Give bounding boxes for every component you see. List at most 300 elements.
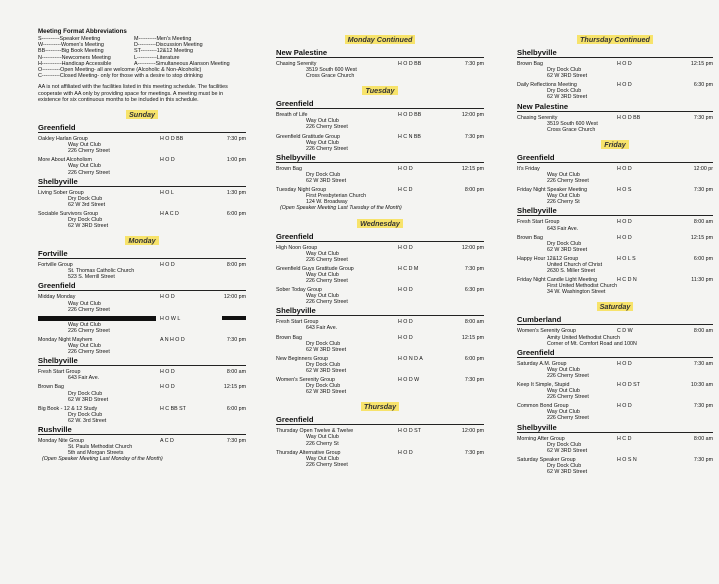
meeting-name: Sociable Survivors Group [38,210,99,217]
column-2 [276,28,484,584]
day-label: Monday [125,236,158,245]
meeting-name: It's Friday [517,165,540,172]
city-header: Greenfield [517,154,713,163]
meeting-entry [38,211,246,229]
meeting-location: 62 W 3RD Street [547,469,588,476]
meeting-format-code: H O L [160,189,174,196]
day-label: Wednesday [357,219,403,228]
abbreviation-item: BB---------Big Book Meeting [38,48,104,55]
meeting-location: 62 W 3rd Street [68,201,106,208]
meeting-name: Women's Serenity Group [517,328,576,335]
meeting-entry [276,287,484,305]
meeting-location: Way Out Club [306,139,339,146]
meeting-entry [276,245,484,263]
meeting-location: Dry Dock Club [306,340,341,347]
meeting-time: 8:00 am [693,435,713,442]
meeting-location: 226 Cherry Street [306,277,348,284]
meeting-name: Saturday Speaker Group [517,456,576,463]
meeting-location: Way Out Club [306,455,339,462]
meeting-format-code: H O D [398,287,413,294]
city-header: Greenfield [276,416,484,425]
city-header: Shelbyville [276,307,484,316]
meeting-location: 226 Cherry Street [306,256,348,263]
meeting-format-code: H O S N [617,456,637,463]
meeting-location: Dry Dock Club [547,240,582,247]
meeting-format-code: A N H O D [160,337,185,343]
meeting-location: Way Out Club [547,388,580,395]
day-header [38,230,246,248]
meeting-location: Dry Dock Club [68,411,103,418]
meeting-location: 226 Cherry Street [547,415,589,422]
meeting-location: 226 Cherry Street [306,461,348,468]
meeting-time: 7:30 pm [464,133,484,140]
abbreviation-item: O----------Open Meeting- all are welcome (Alcoholic & Non-Alcoholic) [38,67,202,74]
city-header: Cumberland [517,316,713,325]
meeting-name: Morning After Group [517,435,565,442]
meeting-location: Way Out Club [68,321,101,328]
meeting-location: Cross Grace Church [306,73,355,80]
meeting-location: 62 W 3RD Street [68,396,109,403]
meeting-name: Monday Nite Group [38,438,84,445]
meeting-location: Dry Dock Club [68,216,103,223]
meeting-location: 62 W 3RD Street [306,178,347,185]
meeting-entry [517,382,713,400]
meeting-time: 7:30 am [693,360,713,367]
abbreviation-item: W----------Women's Meeting [38,42,104,49]
abbreviation-item: L-----------Literature [134,54,180,61]
meeting-format-code: C D W [617,328,633,335]
meeting-name: Friday Night Candle Light Meeting [517,277,598,284]
abbreviation-item: H-----------Handicap Accessible [38,60,112,67]
meeting-time: 12:15 pm [223,384,246,391]
abbreviation-item: D----------Discussion Meeting [134,42,203,49]
meeting-time: 1:30 pm [226,189,246,196]
meeting-location: 643 Fair Ave. [306,325,338,332]
meeting-note: (Open Speaker Meeting Last Monday of the Month) [42,456,163,463]
meeting-time: 8:00 am [693,328,713,335]
meeting-time: 12:00 pm [223,294,246,301]
meeting-location: Way Out Club [306,250,339,257]
meeting-location: 62 W 3RD Street [547,94,588,101]
meeting-format-code: H O D ST [398,428,421,435]
meeting-location: 62 W 3RD Street [547,73,588,80]
meeting-name: Women's Serenity Group [276,377,335,384]
meeting-format-code: H O D [617,360,632,367]
meeting-entry [517,235,713,253]
meeting-entry [517,115,713,133]
meeting-time: 12:15 pm [461,165,484,172]
meeting-format-code: H O L S [617,255,636,262]
meeting-location: 3519 South 600 West [306,67,357,74]
meeting-location: Dry Dock Club [306,361,341,368]
day-header [517,134,713,152]
meeting-time: 6:30 pm [693,82,713,89]
meeting-entry [517,187,713,205]
meeting-time: 1:00 pm [226,157,246,164]
meeting-time [222,316,246,322]
abbreviations-title: Meeting Format Abbreviations [38,28,127,35]
meeting-time: 8:00 am [226,369,246,376]
city-header: Greenfield [38,282,246,291]
meeting-format-code: H O W L [160,315,181,322]
meeting-location: Dry Dock Club [547,441,582,448]
meeting-location: 5th and Morgan Streets [68,450,124,457]
meeting-location: Way Out Club [306,293,339,300]
meeting-location: 62 W 3RD Street [68,223,109,230]
meeting-format-code: H O D [617,61,632,67]
meeting-location: 226 Cherry Street [306,145,348,152]
meeting-location: Dry Dock Club [68,390,103,397]
meeting-format-code: H O D [398,449,413,456]
meeting-format-code: H O D W [398,377,420,384]
meeting-location: Way Out Club [547,171,580,178]
column-1-meetings [38,104,246,462]
meeting-entry [38,157,246,175]
meeting-time: 8:00 pm [464,187,484,194]
meeting-time: 6:00 pm [464,355,484,362]
meeting-name: Happy Hour 12&12 Group [517,255,579,262]
meeting-location: 226 Cherry Street [68,148,110,155]
meeting-format-code: H O D [160,384,175,391]
meeting-format-code: H O D BB [160,136,184,143]
meeting-location: 34 W. Washington Street [547,289,606,296]
abbreviation-item: M----------Men's Meeting [134,36,192,42]
meeting-location: 62 W. 3rd Street [68,417,107,424]
column-1 [38,28,246,584]
meeting-name: Monday Night Mayhem [38,337,93,343]
meeting-name: Big Book - 12 & 12 Study [38,405,98,412]
meeting-location: 3519 South 600 West [547,120,598,127]
day-label: Friday [601,140,629,149]
meeting-location: Dry Dock Club [547,88,582,95]
meeting-location: Way Out Club [68,343,101,350]
meeting-entry [38,316,246,334]
day-label: Saturday [597,302,634,311]
meeting-format-code: H C D N [617,277,637,284]
meeting-format-code: H O D [617,82,632,89]
meeting-name: Fresh Start Group [38,369,81,376]
meeting-entry [38,190,246,208]
meeting-entry [517,361,713,379]
meeting-entry [276,428,484,446]
meeting-format-code: H C D [617,435,632,442]
meeting-location: 643 Fair Ave. [547,225,579,232]
meeting-time: 12:00 pm [461,112,484,119]
city-header: Greenfield [276,233,484,242]
meeting-name: Brown Bag [276,334,302,341]
meeting-format-code: H O D [398,334,413,341]
meeting-time: 8:00 am [464,319,484,326]
meeting-location: 62 W 3RD Street [306,346,347,353]
meeting-name: Thursday Alternative Group [276,449,341,456]
disclaimer-text: AA is not affiliated with the facilities listed in this meeting schedule. The facilities cooperate with AA only by providing space for meetings. A meeting must be in existence for six continuous months to be included in this schedule. [38,84,228,103]
meeting-location: 226 Cherry Street [547,178,589,185]
meeting-time: 7:30 pm [693,114,713,121]
meeting-name: Common Bond Group [517,403,569,410]
meeting-format-code: H A C D [160,210,179,217]
meeting-location: 226 Cherry Street [547,394,589,401]
meeting-name: Fresh Start Group [276,319,319,326]
meeting-time: 6:00 pm [226,405,246,412]
meeting-location: St. Thomas Catholic Church [68,268,135,275]
day-header [276,396,484,414]
meeting-location: 62 W 3RD Street [306,368,347,374]
meeting-name: Friday Night Speaker Meeting [517,187,588,194]
day-header [38,104,246,122]
meeting-entry [38,262,246,280]
meeting-location: Corner of Mt. Comfort Road and 100N [547,340,637,347]
city-header: Shelbyville [517,49,713,58]
meeting-time: 6:00 pm [226,210,246,217]
meeting-format-code: H O D [398,319,413,326]
city-header: Greenfield [38,124,246,133]
meeting-time: 6:30 pm [464,287,484,294]
meeting-time: 10:30 am [690,382,713,388]
meeting-location: Way Out Club [547,409,580,416]
city-header: Shelbyville [517,207,713,216]
meeting-name: Keep It Simple, Stupid [517,382,570,388]
meeting-location: 226 Cherry Street [306,299,348,306]
abbreviation-item: C----------Closed Meeting- only for those with a desire to stop drinking [38,73,203,80]
meeting-name: Greenfield Guys Gratitude Group [276,265,354,272]
meeting-location: Dry Dock Club [306,171,341,178]
meeting-name: Midday Monday [38,294,76,301]
abbreviation-item: N-----------Newcomers Meeting [38,54,111,61]
meeting-location: First United Methodist Church [547,283,618,290]
meeting-time: 6:00 pm [693,255,713,262]
meeting-format-code: H O D [160,369,175,376]
meeting-name [38,316,158,322]
redaction-bar [222,316,246,320]
meeting-name: Thursday Open Twelve & Twelve [276,428,354,435]
meeting-location: Way Out Club [68,163,101,170]
meeting-location: Way Out Club [68,142,101,149]
meeting-name: High Noon Group [276,244,318,251]
meeting-location: St. Pauls Methodist Church [68,444,133,451]
meeting-location: First Presbyterian Church [306,193,367,200]
meeting-location: 226 Cherry Street [306,124,348,131]
meeting-time: 7:30 pm [693,456,713,463]
meeting-location: Dry Dock Club [68,195,103,202]
day-label: Monday Continued [345,35,416,44]
meeting-entry [517,166,713,184]
day-label: Thursday Continued [577,35,653,44]
meeting-location: United Church of Christ [547,261,603,268]
meeting-location: 226 Cherry Street [68,327,110,334]
meeting-format-code: H O D BB [398,61,422,67]
meeting-location: 124 W. Broadway [306,199,348,206]
meeting-entry [276,187,484,211]
meeting-format-code: H O D BB [398,112,422,119]
meeting-format-code: H O D [617,234,632,241]
meeting-entry [517,82,713,100]
abbreviation-item: S----------Speaker Meeting [38,36,101,42]
abbreviation-item: ST---------12&12 Meeting [134,48,194,55]
meeting-entry [38,406,246,424]
meeting-time: 12:15 pm [690,234,713,241]
meeting-entry [38,337,246,355]
meeting-name: Breath of Life [276,112,308,119]
meeting-location: Dry Dock Club [306,383,341,390]
meeting-format-code: H O D [617,403,632,410]
meeting-time: 12:15 pm [690,61,713,67]
meeting-entry [276,450,484,468]
meeting-location: 226 Cherry Street [68,169,110,176]
meeting-time: 12:00 pr [693,165,713,172]
city-header: Shelbyville [38,357,246,366]
meeting-entry [517,457,713,475]
meeting-entry [276,335,484,353]
city-header: Shelbyville [517,424,713,433]
meeting-entry [517,256,713,274]
meeting-format-code: H O D [617,165,632,172]
day-header [276,213,484,231]
meeting-name: Greenfield Gratitude Group [276,133,340,140]
meeting-format-code: H O D BB [617,114,641,121]
abbreviations-grid [38,36,246,79]
meeting-location: Cross Grace Church [547,126,596,133]
meeting-format-code: H O N D A [398,355,423,362]
meeting-location: Way Out Club [68,300,101,307]
meeting-format-code: H O D [160,262,175,269]
meeting-location: Amity United Methodist Church [547,334,621,341]
abbreviations-block [38,28,246,103]
day-header [276,29,484,47]
meeting-entry [276,356,484,374]
city-header: Fortville [38,250,246,259]
meeting-format-code: H O D ST [617,382,640,388]
meeting-name: Chasing Serenity [276,61,317,67]
meeting-time: 7:30 pm [693,187,713,194]
meeting-note: (Open Speaker Meeting Last Tuesday of the Month) [280,205,402,212]
meeting-time: 7:30 pm [226,438,246,445]
meeting-location: 62 W 3RD Street [306,389,347,396]
meeting-time: 7:30 pm [464,449,484,456]
city-header: Greenfield [517,349,713,358]
meeting-location: 226 Cherry Street [547,372,589,379]
meeting-entry [517,403,713,421]
day-header [517,29,713,47]
meeting-time: 12:15 pm [461,334,484,341]
meeting-name: Brown Bag [517,61,543,67]
meeting-name: Living Sober Group [38,189,84,196]
meeting-entry [38,438,246,462]
meeting-location: 643 Fair Ave. [68,375,100,382]
day-label: Sunday [126,110,158,119]
meeting-entry [38,294,246,312]
meeting-entry [38,384,246,402]
meeting-format-code: H O D [160,157,175,164]
meeting-name: Tuesday Night Group [276,187,327,194]
meeting-format-code: A C D [160,438,174,445]
meeting-format-code: H O D [617,219,632,226]
meeting-entry [276,266,484,284]
meeting-location: 226 Cherry St [547,199,580,206]
meeting-entry [276,377,484,395]
meeting-entry [276,166,484,184]
meeting-name: New Beginners Group [276,355,329,362]
meeting-location: Dry Dock Club [547,462,582,469]
meeting-time: 8:00 pm [226,262,246,269]
meeting-time: 7:30 pm [464,61,484,67]
meeting-time: 12:00 pm [461,244,484,251]
meeting-format-code: H O D [160,294,175,301]
city-header: New Palestine [517,103,713,112]
meeting-name: Brown Bag [276,165,302,172]
meeting-time: 7:30 pm [464,265,484,272]
meeting-location: Way Out Club [547,366,580,373]
day-label: Tuesday [362,86,397,95]
meeting-time: 7:30 pm [464,377,484,384]
meeting-location: 62 W 3RD Street [547,246,588,253]
meeting-format-code: H O D [398,165,413,172]
meeting-entry [517,219,713,231]
meeting-location: Way Out Club [306,271,339,278]
meeting-entry [517,436,713,454]
meeting-entry [276,134,484,152]
meeting-name: More About Alcoholism [38,157,92,164]
meeting-entry [517,61,713,79]
city-header: Shelbyville [276,154,484,163]
meeting-format-code: H O S [617,187,632,194]
meeting-time: 12:00 pm [461,428,484,435]
meeting-entry [276,112,484,130]
meeting-location: 226 Cherry Street [68,306,110,313]
city-header: New Palestine [276,49,484,58]
city-header: Rushville [38,426,246,435]
city-header: Greenfield [276,100,484,109]
meeting-time: 8:00 am [693,219,713,226]
day-label: Thursday [361,402,399,411]
meeting-format-code: H C BB ST [160,405,186,412]
meeting-name: Oakley Harlan Group [38,136,88,143]
meeting-format-code: H C D M [398,265,419,272]
day-header [517,296,713,314]
meeting-entry [38,136,246,154]
meeting-entry [276,319,484,331]
meeting-name: Brown Bag [38,384,64,391]
meeting-time: 7:30 pm [226,136,246,143]
abbreviation-item: A----------Simultaneous Alanson Meeting [134,60,230,67]
meeting-entry [517,277,713,295]
meeting-location: 2630 S. Miller Street [547,268,595,275]
meeting-name: Fresh Start Group [517,219,560,226]
meeting-time: 7:30 pm [693,403,713,410]
city-header: Shelbyville [38,178,246,187]
redaction-bar [38,316,156,321]
meeting-location: 523 S. Merrill Street [68,274,115,281]
meeting-time: 11:30 pm [691,277,713,284]
meeting-location: 226 Cherry Street [68,349,110,356]
meeting-entry [276,61,484,79]
meeting-location: Way Out Club [547,193,580,200]
meeting-name: Sober Today Group [276,287,322,294]
meeting-name: Fortville Group [38,262,73,269]
meeting-location: Dry Dock Club [547,67,582,74]
meeting-location: Way Out Club [306,118,339,125]
meeting-format-code: H C N BB [398,133,421,140]
meeting-entry [517,328,713,346]
meeting-format-code: H C D [398,187,413,194]
meeting-location: 226 Cherry St [306,440,339,447]
meeting-location: Way Out Club [306,434,339,441]
meeting-name: Daily Reflections Meeting [517,82,577,89]
meeting-format-code: H O D [398,244,413,251]
meeting-time: 7:30 pm [226,337,246,343]
meeting-location: 62 W 3RD Street [547,447,588,454]
meeting-entry [38,369,246,381]
meeting-name: Brown Bag [517,234,543,241]
